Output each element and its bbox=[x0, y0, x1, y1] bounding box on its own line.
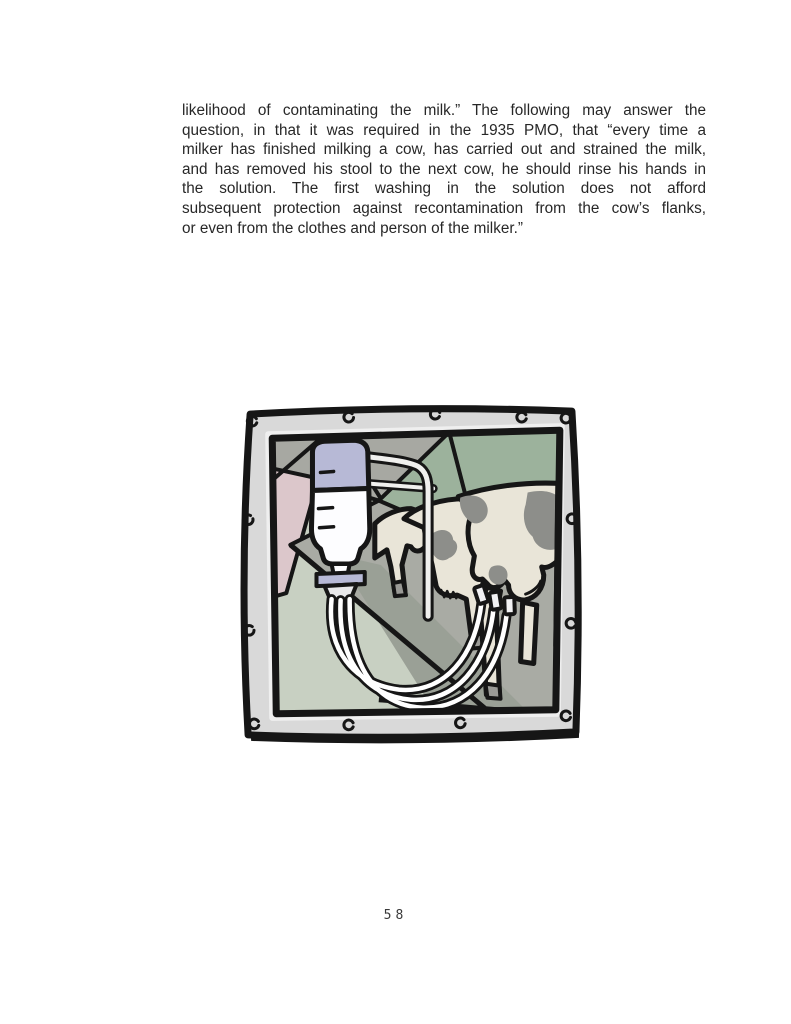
milk-bottle bbox=[311, 440, 369, 600]
milking-machine-illustration bbox=[228, 396, 590, 748]
paragraph-line: subsequent protection against recontamination from the cow’s flanks, bbox=[182, 199, 706, 217]
paragraph-line: and has removed his stool to the next cow, he should rinse his hands in bbox=[182, 160, 706, 178]
paragraph-line: likelihood of contaminating the milk.” The following may answer the bbox=[182, 102, 706, 119]
bottle-cap bbox=[312, 440, 368, 490]
paragraph-line: question, in that it was required in the 1935 PMO, that “every time a bbox=[182, 121, 706, 139]
body-paragraph bbox=[182, 101, 706, 238]
paragraph-line: the solution. The first washing in the solution does not afford bbox=[182, 180, 706, 198]
paragraph-line: or even from the clothes and person of the milker.” bbox=[182, 219, 523, 237]
page-number: 58 bbox=[383, 908, 408, 923]
paragraph-line: milker has finished milking a cow, has carried out and strained the milk, bbox=[182, 141, 706, 159]
stable-scene bbox=[268, 426, 566, 718]
